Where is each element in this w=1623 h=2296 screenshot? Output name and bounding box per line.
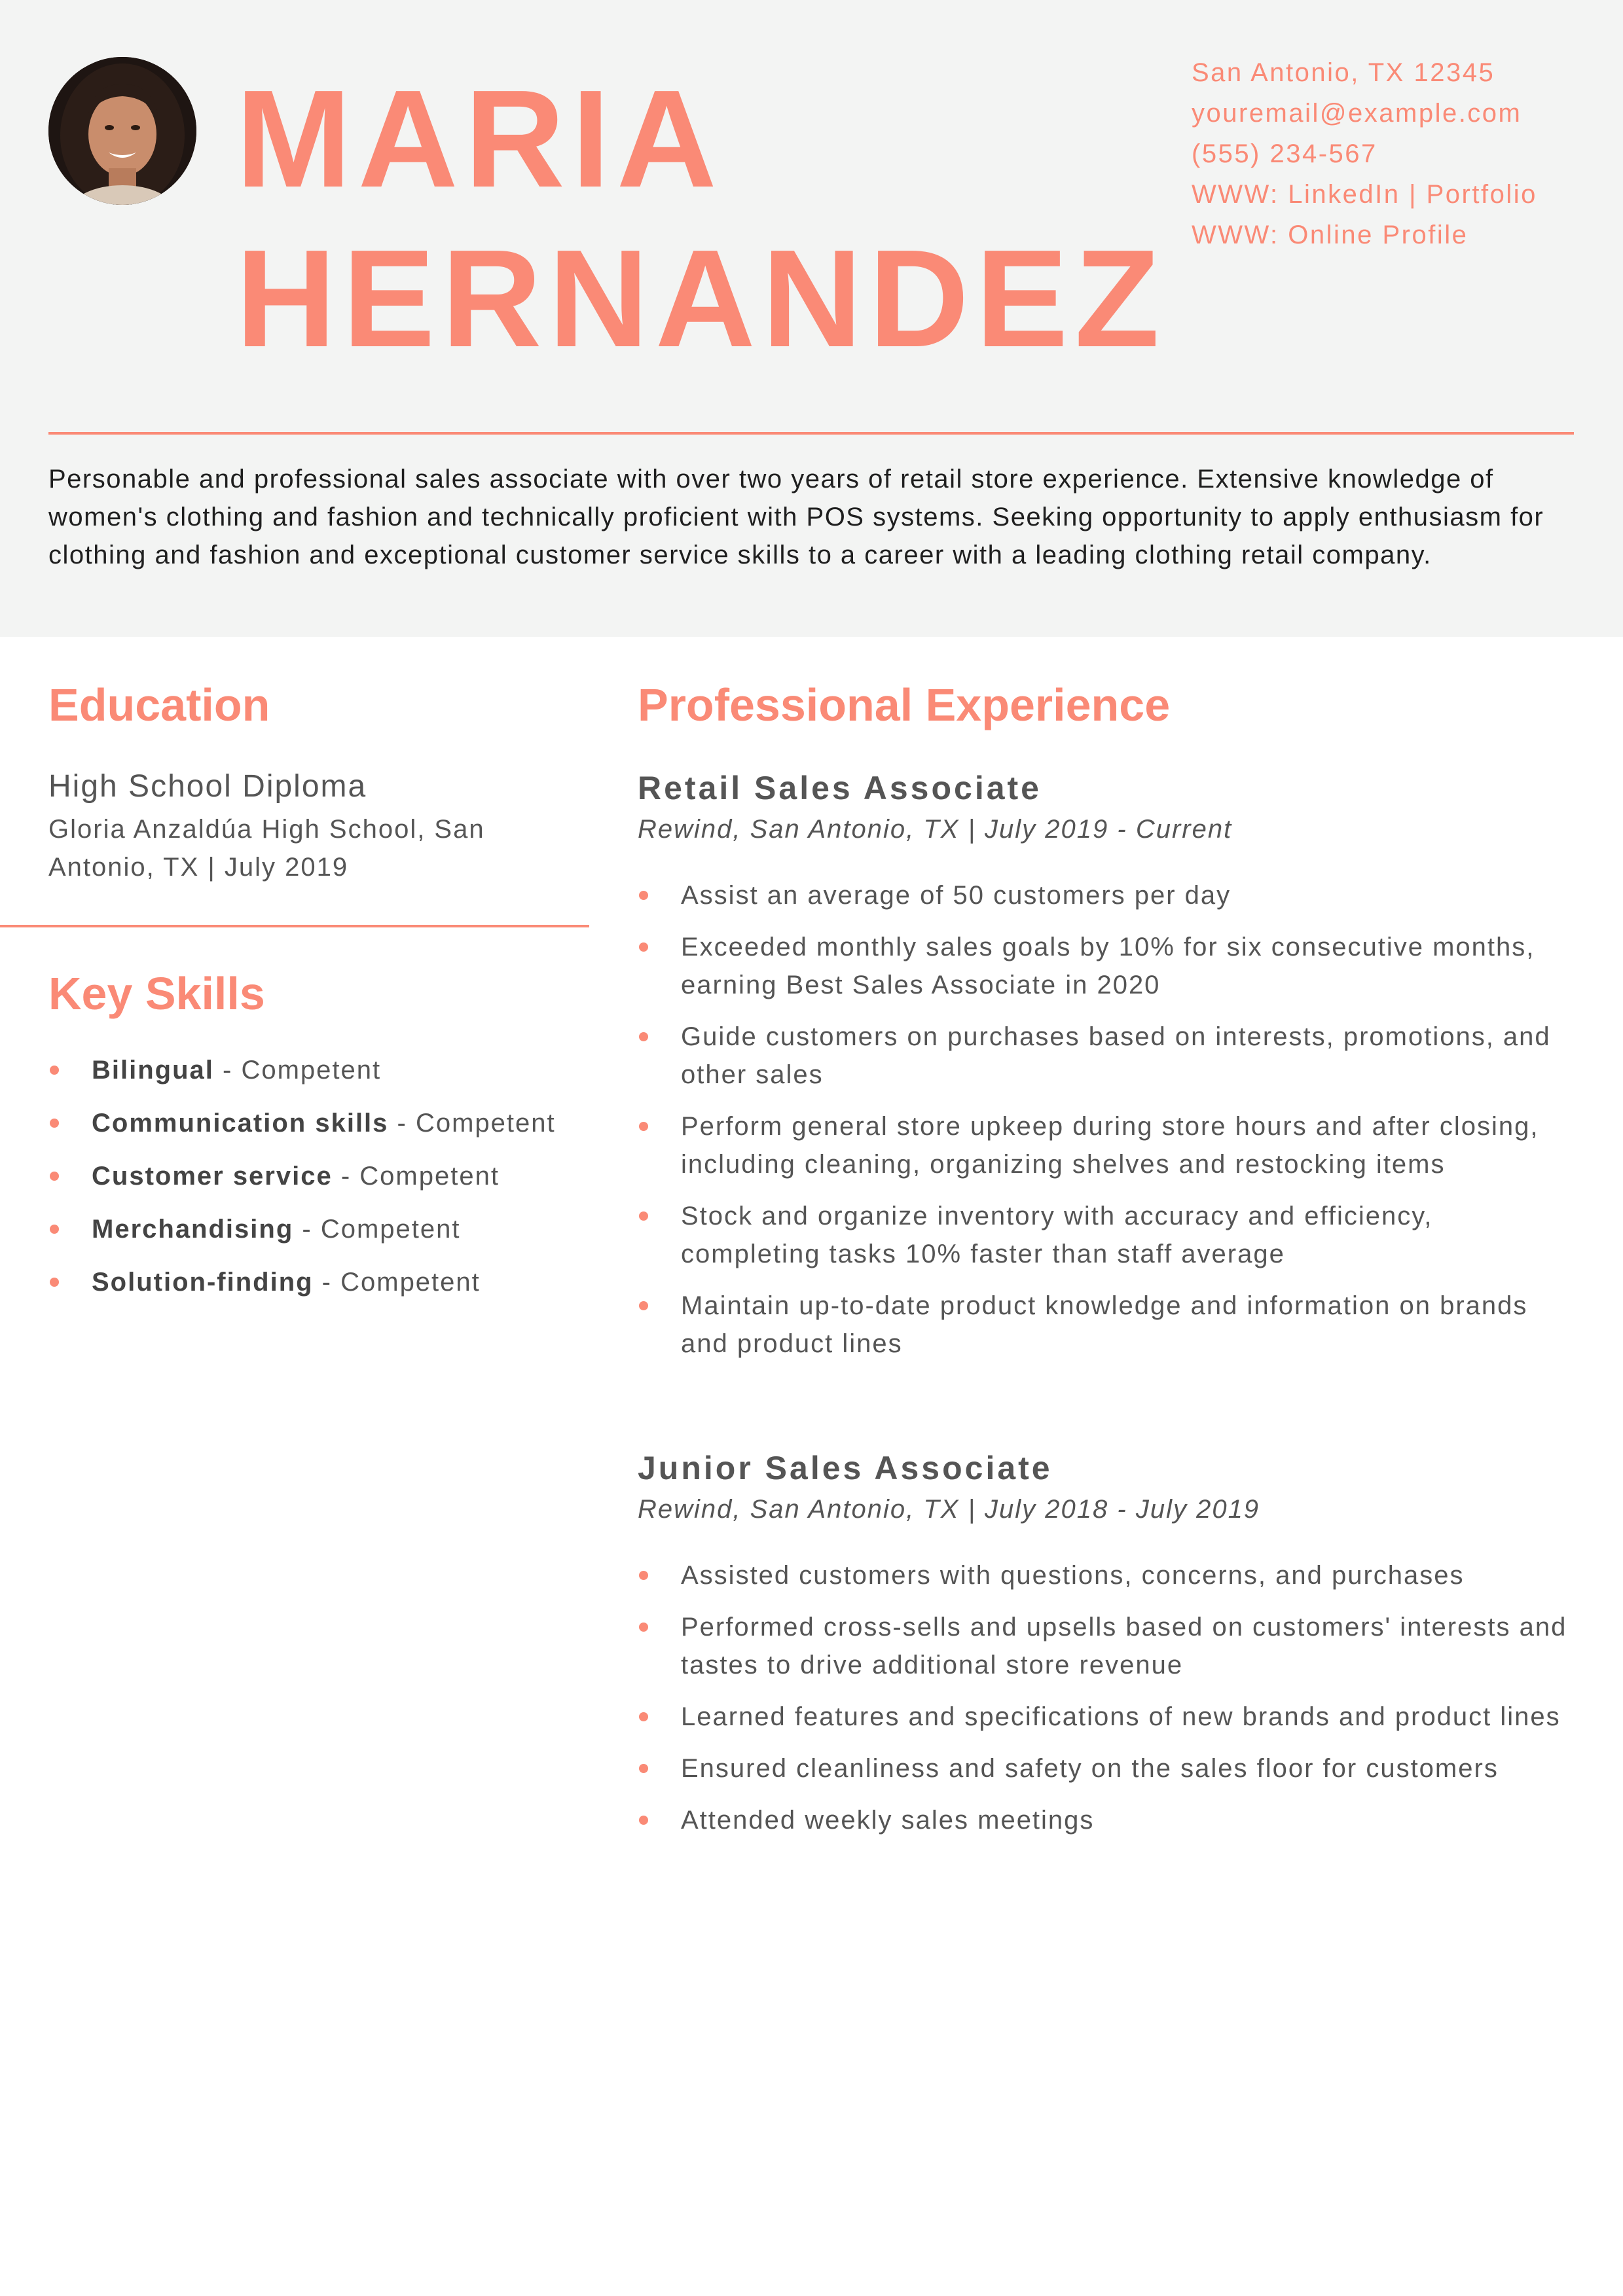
duty-item <box>638 928 1580 1004</box>
contact-email[interactable]: youremail@example.com <box>1192 99 1522 128</box>
skill-name: Solution-finding <box>92 1268 314 1297</box>
contact-info <box>1192 52 1537 255</box>
bullet-icon <box>50 1172 59 1181</box>
bullet-icon <box>50 1278 59 1287</box>
duty-text: Performed cross-sells and upsells based on customers' interests and tastes to drive additional store revenue <box>681 1613 1567 1679</box>
skill-level: - Competent <box>388 1109 556 1138</box>
duty-text: Assisted customers with questions, concerns, and purchases <box>681 1561 1465 1590</box>
skill-name: Bilingual <box>92 1056 214 1085</box>
profile-photo <box>48 57 196 205</box>
skill-item <box>48 1157 556 1195</box>
bullet-icon <box>639 1816 648 1825</box>
duty-text: Exceeded monthly sales goals by 10% for six consecutive months, earning Best Sales Associate in 2020 <box>681 933 1535 999</box>
bullet-icon <box>639 891 648 900</box>
duty-item <box>638 1556 1580 1594</box>
job-duties-list <box>638 1556 1580 1853</box>
job-meta: Rewind, San Antonio, TX | July 2018 - July 2019 <box>638 1495 1260 1524</box>
skill-item <box>48 1051 556 1089</box>
bullet-icon <box>50 1225 59 1234</box>
duty-item <box>638 1801 1580 1839</box>
key-skills-heading: Key Skills <box>48 968 265 1019</box>
professional-summary: Personable and professional sales associate with over two years of retail store experience. Extensive knowledge of women's clothing and fashion and technically proficient with POS systems. Seeking opportunity to apply enthusiasm for clothing and fashion and exceptional customer service skills to a career with a leading clothing retail company. <box>48 465 1544 569</box>
duty-text: Stock and organize inventory with accuracy and efficiency, completing tasks 10% faster than staff average <box>681 1202 1433 1268</box>
experience-heading: Professional Experience <box>638 679 1171 730</box>
duty-item <box>638 1698 1580 1736</box>
duty-item <box>638 1287 1580 1363</box>
last-name: HERNANDEZ <box>236 221 1166 376</box>
contact-phone: (555) 234-567 <box>1192 139 1377 168</box>
duty-text: Maintain up-to-date product knowledge and information on brands and product lines <box>681 1291 1528 1358</box>
portrait-photo-icon <box>48 57 196 205</box>
contact-links[interactable]: WWW: LinkedIn | Portfolio <box>1192 180 1537 209</box>
duty-item <box>638 876 1580 914</box>
bullet-icon <box>639 1122 648 1131</box>
bullet-icon <box>639 942 648 952</box>
first-name: MARIA <box>236 61 723 216</box>
skill-level: - Competent <box>293 1215 461 1244</box>
contact-profile[interactable]: WWW: Online Profile <box>1192 221 1468 249</box>
bullet-icon <box>639 1211 648 1221</box>
left-column-divider <box>0 925 589 927</box>
duty-text: Learned features and specifications of new brands and product lines <box>681 1702 1561 1731</box>
duty-text: Assist an average of 50 customers per day <box>681 881 1231 910</box>
bullet-icon <box>639 1623 648 1632</box>
skill-item <box>48 1104 556 1142</box>
job-title: Retail Sales Associate <box>638 770 1042 806</box>
header-divider <box>48 432 1574 435</box>
duty-text: Attended weekly sales meetings <box>681 1806 1095 1835</box>
education-detail: Gloria Anzaldúa High School, San Antonio, TX | July 2019 <box>48 815 485 882</box>
duty-item <box>638 1749 1580 1787</box>
job-duties-list <box>638 876 1580 1376</box>
duty-text: Perform general store upkeep during store hours and after closing, including cleaning, organizing shelves and restocking items <box>681 1112 1539 1179</box>
duty-item <box>638 1107 1580 1183</box>
skill-level: - Competent <box>213 1056 382 1085</box>
contact-address: San Antonio, TX 12345 <box>1192 58 1495 87</box>
job-title: Junior Sales Associate <box>638 1450 1053 1486</box>
bullet-icon <box>639 1764 648 1773</box>
duty-text: Guide customers on purchases based on interests, promotions, and other sales <box>681 1022 1551 1089</box>
bullet-icon <box>50 1119 59 1128</box>
skill-item <box>48 1210 556 1248</box>
duty-item <box>638 1197 1580 1273</box>
bullet-icon <box>639 1571 648 1580</box>
skills-list <box>48 1051 556 1316</box>
education-heading: Education <box>48 679 270 730</box>
skill-name: Communication skills <box>92 1109 389 1138</box>
skill-level: - Competent <box>332 1162 500 1191</box>
bullet-icon <box>639 1301 648 1310</box>
bullet-icon <box>639 1032 648 1041</box>
skill-level: - Competent <box>313 1268 481 1297</box>
header-panel <box>0 0 1623 637</box>
bullet-icon <box>50 1066 59 1075</box>
skill-item <box>48 1263 556 1301</box>
duty-item <box>638 1018 1580 1094</box>
candidate-name <box>236 59 1166 378</box>
job-meta: Rewind, San Antonio, TX | July 2019 - Current <box>638 815 1233 844</box>
education-degree: High School Diploma <box>48 769 367 804</box>
skill-name: Merchandising <box>92 1215 294 1244</box>
duty-item <box>638 1608 1580 1684</box>
skill-name: Customer service <box>92 1162 333 1191</box>
bullet-icon <box>639 1712 648 1721</box>
duty-text: Ensured cleanliness and safety on the sales floor for customers <box>681 1754 1499 1783</box>
